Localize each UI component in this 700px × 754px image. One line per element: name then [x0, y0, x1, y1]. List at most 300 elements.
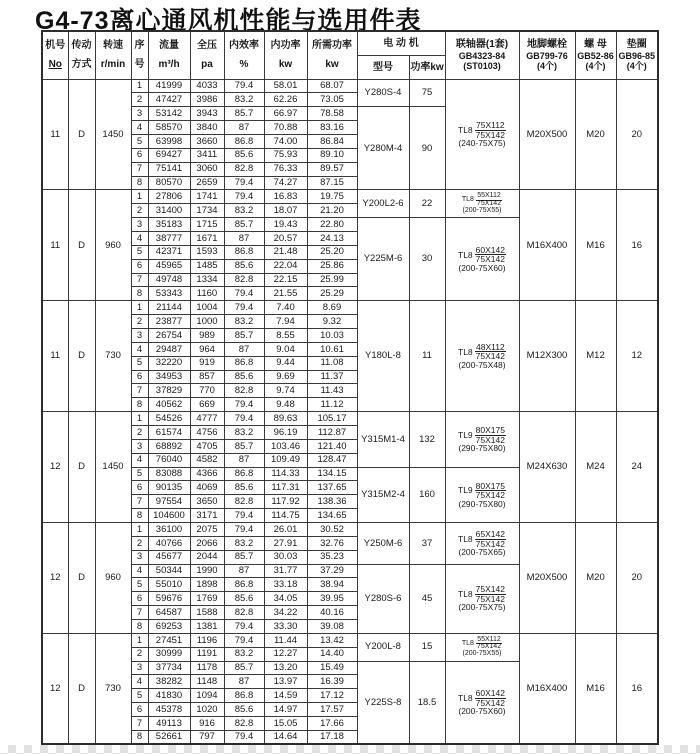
- cell-drive: D: [68, 301, 95, 412]
- cell-motor-model: Y315M1-4: [357, 412, 409, 467]
- cell-required-power: 89.57: [307, 162, 357, 176]
- cell-flow: 38282: [148, 675, 190, 689]
- cell-efficiency: 85.6: [224, 592, 264, 606]
- cell-speed: 1450: [95, 412, 131, 523]
- cell-motor-kw: 75: [409, 79, 445, 107]
- cell-washer: 24: [616, 412, 658, 523]
- cell-required-power: 40.16: [307, 606, 357, 620]
- cell-required-power: 35.23: [307, 550, 357, 564]
- cell-coupling: TL8 $\frac{60X142}{75X142}$ (200-75X60): [445, 218, 519, 301]
- cell-required-power: 15.49: [307, 661, 357, 675]
- cell-efficiency: 86.8: [224, 134, 264, 148]
- cell-coupling: TL8 $\frac{60X142}{75X142}$ (200-75X60): [445, 661, 519, 744]
- cell-flow: 80570: [148, 176, 190, 190]
- cell-efficiency: 82.8: [224, 717, 264, 731]
- cell-required-power: 25.86: [307, 259, 357, 273]
- cell-efficiency: 79.4: [224, 398, 264, 412]
- cell-efficiency: 83.2: [224, 204, 264, 218]
- cell-inner-power: 66.97: [264, 107, 307, 121]
- cell-motor-kw: 45: [409, 564, 445, 633]
- cell-pressure: 919: [190, 356, 224, 370]
- cell-drive: D: [68, 633, 95, 744]
- cell-required-power: 39.08: [307, 620, 357, 634]
- cell-pressure: 2066: [190, 536, 224, 550]
- cell-flow: 37734: [148, 661, 190, 675]
- cell-required-power: 39.95: [307, 592, 357, 606]
- cell-flow: 55010: [148, 578, 190, 592]
- cell-pressure: 1898: [190, 578, 224, 592]
- cell-motor-model: Y280M-4: [357, 107, 409, 190]
- cell-nut: M16: [575, 633, 616, 744]
- cell-efficiency: 87: [224, 231, 264, 245]
- cell-seq: 3: [131, 328, 148, 342]
- cell-pressure: 3840: [190, 121, 224, 135]
- cell-required-power: 11.43: [307, 384, 357, 398]
- cell-efficiency: 85.6: [224, 703, 264, 717]
- cell-pressure: 797: [190, 730, 224, 744]
- cell-seq: 2: [131, 647, 148, 661]
- cell-pressure: 1671: [190, 231, 224, 245]
- cell-efficiency: 79.4: [224, 730, 264, 744]
- cell-pressure: 4033: [190, 79, 224, 93]
- cell-flow: 59676: [148, 592, 190, 606]
- cell-efficiency: 87: [224, 564, 264, 578]
- cell-nut: M20: [575, 523, 616, 634]
- cell-efficiency: 85.6: [224, 370, 264, 384]
- cell-required-power: 134.65: [307, 509, 357, 523]
- cell-inner-power: 14.64: [264, 730, 307, 744]
- cell-inner-power: 89.63: [264, 412, 307, 426]
- cell-pressure: 4705: [190, 439, 224, 453]
- cell-drive: D: [68, 523, 95, 634]
- cell-seq: 1: [131, 79, 148, 93]
- cell-efficiency: 83.2: [224, 315, 264, 329]
- cell-inner-power: 7.94: [264, 315, 307, 329]
- cell-inner-power: 15.05: [264, 717, 307, 731]
- cell-coupling: TL9 $\frac{80X175}{75X142}$ (290-75X80): [445, 412, 519, 467]
- cell-pressure: 1734: [190, 204, 224, 218]
- cell-flow: 42371: [148, 245, 190, 259]
- cell-inner-power: 19.43: [264, 218, 307, 232]
- cell-required-power: 73.05: [307, 93, 357, 107]
- col-header-drive: 传动 方式: [68, 31, 95, 79]
- cell-nut: M24: [575, 412, 616, 523]
- cell-seq: 4: [131, 342, 148, 356]
- cell-pressure: 4069: [190, 481, 224, 495]
- cell-motor-model: Y180L-8: [357, 301, 409, 412]
- cell-speed: 960: [95, 190, 131, 301]
- cell-pressure: 1485: [190, 259, 224, 273]
- table-row: [42, 79, 658, 93]
- cell-inner-power: 12.27: [264, 647, 307, 661]
- cell-speed: 730: [95, 633, 131, 744]
- col-header-bolt: 地脚螺栓 GB799-76 (4个): [519, 31, 575, 79]
- cell-flow: 53142: [148, 107, 190, 121]
- cell-pressure: 916: [190, 717, 224, 731]
- cell-seq: 8: [131, 509, 148, 523]
- cell-speed: 1450: [95, 79, 131, 190]
- cell-inner-power: 7.40: [264, 301, 307, 315]
- cell-washer: 16: [616, 190, 658, 301]
- cell-motor-kw: 11: [409, 301, 445, 412]
- cell-motor-kw: 160: [409, 467, 445, 522]
- cell-machine-no: 12: [42, 523, 68, 634]
- cell-inner-power: 34.05: [264, 592, 307, 606]
- cell-machine-no: 11: [42, 79, 68, 190]
- cell-flow: 69253: [148, 620, 190, 634]
- cell-inner-power: 30.03: [264, 550, 307, 564]
- cell-pressure: 1191: [190, 647, 224, 661]
- table-row: [42, 412, 658, 426]
- cell-required-power: 38.94: [307, 578, 357, 592]
- cell-pressure: 1160: [190, 287, 224, 301]
- cell-pressure: 1769: [190, 592, 224, 606]
- cell-pressure: 1148: [190, 675, 224, 689]
- cell-seq: 2: [131, 204, 148, 218]
- cell-required-power: 9.32: [307, 315, 357, 329]
- cell-seq: 1: [131, 633, 148, 647]
- cell-seq: 5: [131, 467, 148, 481]
- cell-motor-kw: 37: [409, 523, 445, 565]
- cell-flow: 34953: [148, 370, 190, 384]
- cell-inner-power: 9.69: [264, 370, 307, 384]
- cell-seq: 5: [131, 356, 148, 370]
- cell-flow: 53343: [148, 287, 190, 301]
- cell-pressure: 669: [190, 398, 224, 412]
- cell-inner-power: 13.20: [264, 661, 307, 675]
- cell-inner-power: 21.48: [264, 245, 307, 259]
- cell-seq: 5: [131, 689, 148, 703]
- cell-seq: 5: [131, 134, 148, 148]
- cell-pressure: 3660: [190, 134, 224, 148]
- table-row: [42, 633, 658, 647]
- cell-coupling: TL8 $\frac{75X142}{75X142}$ (200-75X75): [445, 564, 519, 633]
- cell-anchor-bolt: M24X630: [519, 412, 575, 523]
- cell-required-power: 78.58: [307, 107, 357, 121]
- col-header-efficiency: 内效率 %: [224, 31, 264, 79]
- cell-motor-model: Y280S-6: [357, 564, 409, 633]
- cell-required-power: 13.42: [307, 633, 357, 647]
- cell-efficiency: 86.8: [224, 689, 264, 703]
- cell-seq: 3: [131, 218, 148, 232]
- cell-pressure: 1178: [190, 661, 224, 675]
- cell-efficiency: 79.4: [224, 176, 264, 190]
- cell-efficiency: 82.8: [224, 162, 264, 176]
- cell-flow: 45965: [148, 259, 190, 273]
- cell-pressure: 1334: [190, 273, 224, 287]
- cell-required-power: 128.47: [307, 453, 357, 467]
- cell-required-power: 11.12: [307, 398, 357, 412]
- cell-anchor-bolt: M16X400: [519, 633, 575, 744]
- cell-pressure: 3943: [190, 107, 224, 121]
- cell-efficiency: 85.6: [224, 259, 264, 273]
- cell-required-power: 32.76: [307, 536, 357, 550]
- cell-coupling: TL8 $\frac{48X112}{75X142}$ (200-75X48): [445, 301, 519, 412]
- cell-efficiency: 85.7: [224, 661, 264, 675]
- cell-required-power: 68.07: [307, 79, 357, 93]
- cell-nut: M12: [575, 301, 616, 412]
- cell-efficiency: 86.8: [224, 578, 264, 592]
- cell-pressure: 2075: [190, 523, 224, 537]
- cell-seq: 8: [131, 176, 148, 190]
- cell-pressure: 1588: [190, 606, 224, 620]
- cell-inner-power: 76.33: [264, 162, 307, 176]
- cell-required-power: 25.20: [307, 245, 357, 259]
- col-header-required-power: 所需功率 kw: [307, 31, 357, 79]
- cell-flow: 63998: [148, 134, 190, 148]
- cell-flow: 41830: [148, 689, 190, 703]
- cell-flow: 64587: [148, 606, 190, 620]
- cell-washer: 12: [616, 301, 658, 412]
- table-row: [42, 301, 658, 315]
- cell-flow: 30999: [148, 647, 190, 661]
- cell-pressure: 1020: [190, 703, 224, 717]
- cell-inner-power: 103.46: [264, 439, 307, 453]
- cell-motor-model: Y315M2-4: [357, 467, 409, 522]
- cell-drive: D: [68, 190, 95, 301]
- cell-motor-model: Y225S-8: [357, 661, 409, 744]
- cell-pressure: 1000: [190, 315, 224, 329]
- col-header-machine-no: 机号 No: [42, 31, 68, 79]
- cell-pressure: 1990: [190, 564, 224, 578]
- cell-flow: 37829: [148, 384, 190, 398]
- cell-efficiency: 83.2: [224, 425, 264, 439]
- cell-motor-model: Y280S-4: [357, 79, 409, 107]
- cell-pressure: 964: [190, 342, 224, 356]
- cell-seq: 4: [131, 453, 148, 467]
- cell-required-power: 37.29: [307, 564, 357, 578]
- cell-inner-power: 9.48: [264, 398, 307, 412]
- cell-seq: 2: [131, 536, 148, 550]
- cell-flow: 58570: [148, 121, 190, 135]
- cell-required-power: 21.20: [307, 204, 357, 218]
- cell-required-power: 19.75: [307, 190, 357, 204]
- cell-inner-power: 74.00: [264, 134, 307, 148]
- cell-seq: 7: [131, 717, 148, 731]
- cell-flow: 41999: [148, 79, 190, 93]
- cell-flow: 52661: [148, 730, 190, 744]
- cell-required-power: 134.15: [307, 467, 357, 481]
- cell-seq: 8: [131, 620, 148, 634]
- cell-flow: 75141: [148, 162, 190, 176]
- cell-efficiency: 83.2: [224, 647, 264, 661]
- cell-inner-power: 14.59: [264, 689, 307, 703]
- cell-seq: 7: [131, 495, 148, 509]
- cell-anchor-bolt: M20X500: [519, 79, 575, 190]
- cell-coupling: TL8 $\frac{55X112}{75X142}$ (200-75X55): [445, 633, 519, 661]
- cell-drive: D: [68, 79, 95, 190]
- cell-seq: 7: [131, 273, 148, 287]
- cell-inner-power: 26.01: [264, 523, 307, 537]
- cell-flow: 47427: [148, 93, 190, 107]
- cell-required-power: 89.10: [307, 148, 357, 162]
- col-header-motor-model: 型号: [357, 55, 409, 79]
- cell-pressure: 4366: [190, 467, 224, 481]
- col-header-coupling: 联轴器(1套) GB4323-84 (ST0103): [445, 31, 519, 79]
- cell-inner-power: 117.31: [264, 481, 307, 495]
- cell-motor-kw: 15: [409, 633, 445, 661]
- cell-seq: 6: [131, 592, 148, 606]
- cell-inner-power: 62.26: [264, 93, 307, 107]
- cell-efficiency: 85.7: [224, 550, 264, 564]
- cell-motor-model: Y250M-6: [357, 523, 409, 565]
- cell-speed: 960: [95, 523, 131, 634]
- cell-flow: 40562: [148, 398, 190, 412]
- cell-flow: 27451: [148, 633, 190, 647]
- cell-flow: 26754: [148, 328, 190, 342]
- cell-required-power: 11.37: [307, 370, 357, 384]
- cell-seq: 8: [131, 287, 148, 301]
- cell-flow: 23877: [148, 315, 190, 329]
- cell-efficiency: 83.2: [224, 93, 264, 107]
- cell-motor-model: Y200L-8: [357, 633, 409, 661]
- cell-flow: 54526: [148, 412, 190, 426]
- cell-coupling: TL8 $\frac{55X112}{75X142}$ (200-75X55): [445, 190, 519, 218]
- cell-pressure: 1381: [190, 620, 224, 634]
- cell-seq: 3: [131, 439, 148, 453]
- cell-efficiency: 82.8: [224, 273, 264, 287]
- cell-anchor-bolt: M12X300: [519, 301, 575, 412]
- table-row: [42, 190, 658, 204]
- cell-seq: 6: [131, 481, 148, 495]
- cell-motor-kw: 30: [409, 218, 445, 301]
- cell-required-power: 83.16: [307, 121, 357, 135]
- cell-inner-power: 18.07: [264, 204, 307, 218]
- cell-speed: 730: [95, 301, 131, 412]
- cell-efficiency: 82.8: [224, 606, 264, 620]
- cell-pressure: 3171: [190, 509, 224, 523]
- cell-flow: 45378: [148, 703, 190, 717]
- table-row: [42, 523, 658, 537]
- cell-inner-power: 9.04: [264, 342, 307, 356]
- cell-pressure: 1715: [190, 218, 224, 232]
- cell-machine-no: 11: [42, 301, 68, 412]
- cell-inner-power: 34.22: [264, 606, 307, 620]
- col-header-inner-power: 内功率 kw: [264, 31, 307, 79]
- cell-required-power: 17.18: [307, 730, 357, 744]
- cell-efficiency: 82.8: [224, 495, 264, 509]
- cell-washer: 20: [616, 523, 658, 634]
- cell-machine-no: 12: [42, 412, 68, 523]
- cell-seq: 2: [131, 315, 148, 329]
- cell-flow: 29487: [148, 342, 190, 356]
- cell-pressure: 3060: [190, 162, 224, 176]
- cell-required-power: 22.80: [307, 218, 357, 232]
- cell-seq: 3: [131, 550, 148, 564]
- cell-seq: 4: [131, 675, 148, 689]
- cell-pressure: 1004: [190, 301, 224, 315]
- col-header-motor: 电 动 机: [357, 31, 445, 55]
- cell-seq: 6: [131, 703, 148, 717]
- cell-required-power: 121.40: [307, 439, 357, 453]
- cell-efficiency: 85.6: [224, 148, 264, 162]
- cell-seq: 6: [131, 370, 148, 384]
- cell-seq: 3: [131, 661, 148, 675]
- cell-inner-power: 114.33: [264, 467, 307, 481]
- cell-efficiency: 87: [224, 342, 264, 356]
- cell-coupling: TL8 $\frac{75X112}{75X142}$ (240-75X75): [445, 79, 519, 190]
- cell-required-power: 10.61: [307, 342, 357, 356]
- cell-seq: 1: [131, 523, 148, 537]
- cell-pressure: 3986: [190, 93, 224, 107]
- cell-coupling: TL8 $\frac{65X142}{75X142}$ (200-75X65): [445, 523, 519, 565]
- cell-efficiency: 86.8: [224, 245, 264, 259]
- cell-flow: 50344: [148, 564, 190, 578]
- cell-pressure: 989: [190, 328, 224, 342]
- cell-seq: 1: [131, 412, 148, 426]
- cell-inner-power: 58.01: [264, 79, 307, 93]
- cell-flow: 35183: [148, 218, 190, 232]
- cell-seq: 7: [131, 162, 148, 176]
- cell-flow: 40766: [148, 536, 190, 550]
- cell-machine-no: 11: [42, 190, 68, 301]
- cell-efficiency: 79.4: [224, 633, 264, 647]
- cell-inner-power: 14.97: [264, 703, 307, 717]
- cell-pressure: 3411: [190, 148, 224, 162]
- col-header-washer: 垫圈 GB96-85 (4个): [616, 31, 658, 79]
- cell-required-power: 8.69: [307, 301, 357, 315]
- cell-inner-power: 117.92: [264, 495, 307, 509]
- cell-flow: 68892: [148, 439, 190, 453]
- cell-inner-power: 22.04: [264, 259, 307, 273]
- cell-seq: 1: [131, 301, 148, 315]
- cell-anchor-bolt: M16X400: [519, 190, 575, 301]
- cell-anchor-bolt: M20X500: [519, 523, 575, 634]
- col-header-motor-kw: 功率kw: [409, 55, 445, 79]
- cell-flow: 49113: [148, 717, 190, 731]
- cell-efficiency: 86.8: [224, 467, 264, 481]
- cell-washer: 20: [616, 79, 658, 190]
- cell-flow: 38777: [148, 231, 190, 245]
- cell-seq: 2: [131, 93, 148, 107]
- cell-seq: 4: [131, 121, 148, 135]
- cell-inner-power: 31.77: [264, 564, 307, 578]
- cell-required-power: 105.17: [307, 412, 357, 426]
- fan-spec-table: [41, 30, 659, 745]
- cell-inner-power: 8.55: [264, 328, 307, 342]
- cell-efficiency: 85.7: [224, 218, 264, 232]
- cell-inner-power: 11.44: [264, 633, 307, 647]
- cell-inner-power: 9.44: [264, 356, 307, 370]
- cell-efficiency: 85.7: [224, 107, 264, 121]
- cell-inner-power: 114.75: [264, 509, 307, 523]
- cell-seq: 1: [131, 190, 148, 204]
- cell-seq: 6: [131, 148, 148, 162]
- cell-flow: 83088: [148, 467, 190, 481]
- cell-flow: 45677: [148, 550, 190, 564]
- col-header-pressure: 全压 pa: [190, 31, 224, 79]
- col-header-seq: 序 号: [131, 31, 148, 79]
- cell-seq: 3: [131, 107, 148, 121]
- cell-flow: 76040: [148, 453, 190, 467]
- cell-required-power: 30.52: [307, 523, 357, 537]
- cell-seq: 7: [131, 384, 148, 398]
- cell-inner-power: 13.97: [264, 675, 307, 689]
- cell-required-power: 24.13: [307, 231, 357, 245]
- table-header: [42, 31, 658, 79]
- cell-flow: 32220: [148, 356, 190, 370]
- cell-required-power: 138.36: [307, 495, 357, 509]
- cell-pressure: 857: [190, 370, 224, 384]
- cell-required-power: 87.15: [307, 176, 357, 190]
- cell-nut: M16: [575, 190, 616, 301]
- cell-efficiency: 79.4: [224, 523, 264, 537]
- cell-inner-power: 75.93: [264, 148, 307, 162]
- cell-efficiency: 83.2: [224, 536, 264, 550]
- cell-pressure: 3650: [190, 495, 224, 509]
- cell-flow: 69427: [148, 148, 190, 162]
- cell-required-power: 17.57: [307, 703, 357, 717]
